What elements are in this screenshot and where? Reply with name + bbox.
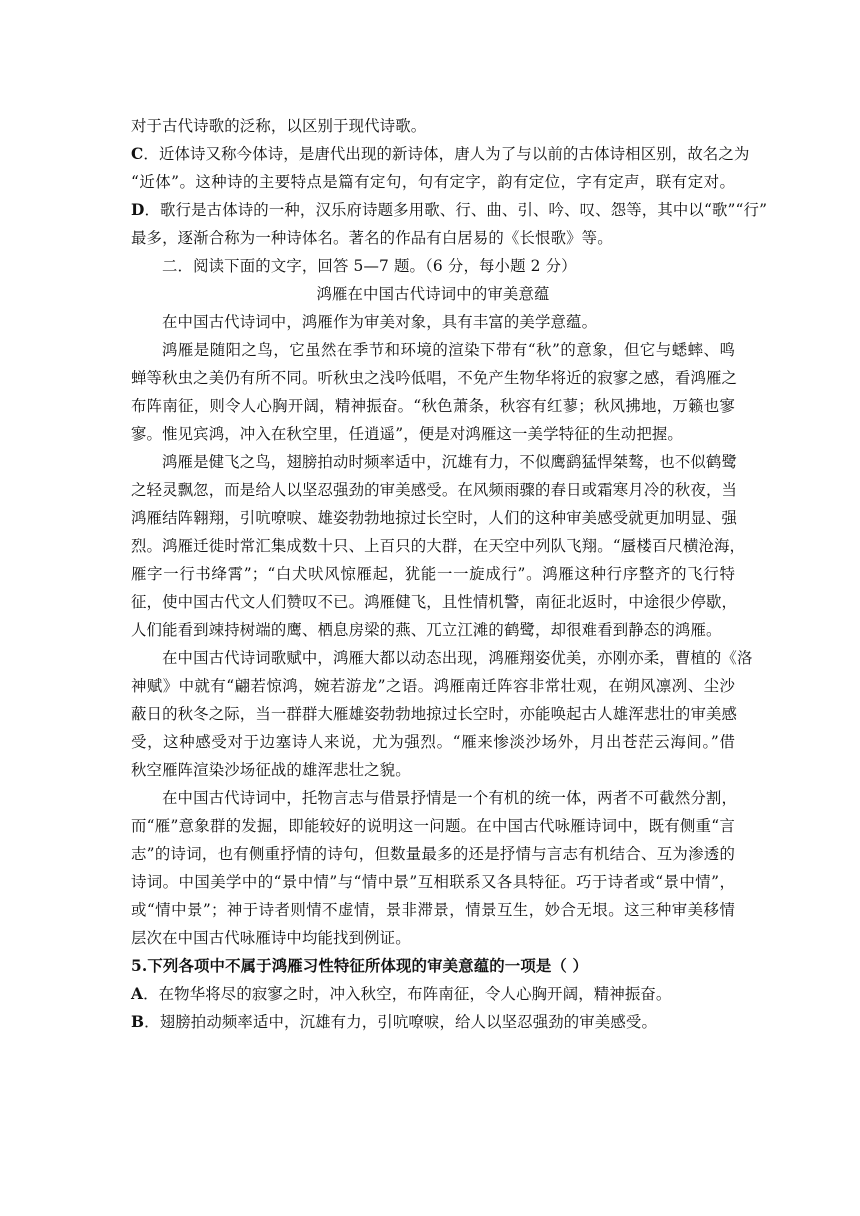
section-2-heading: 二．阅读下面的文字，回答 5—7 题。（6 分，每小题 2 分） [162,257,577,275]
article-paragraph-1: 在中国古代诗词中，鸿雁作为审美对象，具有丰富的美学意蕴。 [162,313,598,331]
paragraph-line: 在中国古代诗词歌赋中，鸿雁大都以动态出现，鸿雁翔姿优美，亦刚亦柔，曹植的《洛 [162,649,753,667]
paragraph-line: 志”的诗词，也有侧重抒情的诗句，但数量最多的还是抒情与言志有机结合、互为渗透的 [131,845,735,863]
option-c-letter: C [131,145,144,163]
option-b-text: ．翅膀拍动频率适中，沉雄有力，引吭嘹唳，给人以坚忍强劲的审美感受。 [144,1013,658,1031]
article-paragraph-2 [131,336,738,448]
option-c-text-1: ．近体诗又称今体诗，是唐代出现的新诗体，唐人为了与以前的古体诗相区别，故名之为 [143,145,750,163]
question-5-option-a [131,980,735,1008]
paragraph-line: 诗词。中国美学中的“景中情”与“情中景”互相联系又各具特征。巧于诗者或“景中情”， [131,873,735,891]
question-5-stem: 5.下列各项中不属于鸿雁习性特征所体现的审美意蕴的一项是（ ） [131,957,589,975]
previous-option-tail: 对于古代诗歌的泛称，以区别于现代诗歌。 [131,117,427,135]
paragraph-line: 秋空雁阵渲染沙场征战的雄浑悲壮之貌。 [131,761,411,779]
paragraph-line: 或“情中景”；神于诗者则情不虚情，景非滞景，情景互生，妙合无垠。这三种审美移情 [131,901,735,919]
option-c-line-2: “近体”。这种诗的主要特点是篇有定句，句有定字，韵有定位，字有定声，联有定对。 [131,173,735,191]
article-paragraph-3 [131,448,746,644]
paragraph-line: 蝉等秋虫之美仍有所不同。听秋虫之浅吟低唱，不免产生物华将近的寂寥之感，看鸿雁之 [131,369,738,387]
option-c-line-1 [131,140,750,168]
option-d-letter: D [131,201,145,219]
document-page [131,112,768,1036]
paragraph-line: 蔽日的秋冬之际，当一群群大雁雄姿勃勃地掠过长空时，亦能唤起古人雄浑悲壮的审美感 [131,705,738,723]
paragraph-line: 之轻灵飘忽，而是给人以坚忍强劲的审美感受。在风频雨骤的春日或霜寒月冷的秋夜，当 [131,481,738,499]
option-d-line-2: 最多，逐渐合称为一种诗体名。著名的作品有白居易的《长恨歌》等。 [131,229,613,247]
option-a-text: ．在物华将尽的寂寥之时，冲入秋空，布阵南征，令人心胸开阔，精神振奋。 [143,985,672,1003]
paragraph-line: 烈。鸿雁迁徙时常汇集成数十只、上百只的大群，在天空中列队飞翔。“蜃楼百尺横沧海， [131,537,746,555]
paragraph-line: 雁字一行书绛霄”；“白犬吠风惊雁起，犹能一一旋成行”。鸿雁这种行序整齐的飞行特 [131,565,735,583]
paragraph-line: 鸿雁是健飞之鸟，翅膀拍动时频率适中，沉雄有力，不似鹰鹞猛悍桀骜，也不似鹤鹭 [162,453,738,471]
paragraph-line: 层次在中国古代咏雁诗中均能找到例证。 [131,929,411,947]
article-paragraph-5 [131,784,738,952]
paragraph-line: 受，这种感受对于边塞诗人来说，尤为强烈。“雁来惨淡沙场外，月出苍茫云海间。”借 [131,733,735,751]
paragraph-line: 人们能看到竦持树端的鹰、栖息房梁的燕、兀立江滩的鹤鹭，却很难看到静态的鸿雁。 [131,621,722,639]
paragraph-line: 寥。惟见宾鸿，冲入在秋空里，任逍遥”，便是对鸿雁这一美学特征的生动把握。 [131,425,683,443]
paragraph-line: 征，使中国古代文人们赞叹不已。鸿雁健飞，且性情机警，南征北返时，中途很少停歇， [131,593,738,611]
article-paragraph-4 [131,644,753,784]
option-d-line-1 [131,196,768,224]
paragraph-line: 鸿雁是随阳之鸟，它虽然在季节和环境的渲染下带有“秋”的意象，但它与蟋蟀、鸣 [162,341,735,359]
question-5-option-b [131,1008,735,1036]
option-d-text-1: ．歌行是古体诗的一种，汉乐府诗题多用歌、行、曲、引、吟、叹、怨等，其中以“歌”“行” [144,201,768,219]
paragraph-line: 布阵南征，则令人心胸开阔，精神振奋。“秋色萧条，秋容有红蓼；秋风拂地，万籁也寥 [131,397,735,415]
paragraph-line: 而“雁”意象群的发掘，即能较好的说明这一问题。在中国古代咏雁诗词中，既有侧重“言 [131,817,735,835]
paragraph-line: 在中国古代诗词中，托物言志与借景抒情是一个有机的统一体，两者不可截然分割， [162,789,738,807]
option-a-letter: A [131,985,144,1003]
option-b-letter: B [131,1013,145,1031]
paragraph-line: 鸿雁结阵翱翔，引吭嘹唳、雄姿勃勃地掠过长空时，人们的这种审美感受就更加明显、强 [131,509,738,527]
paragraph-line: 神赋》中就有“翩若惊鸿，婉若游龙”之语。鸿雁南迁阵容非常壮观，在朔风凛冽、尘沙 [131,677,735,695]
article-title: 鸿雁在中国古代诗词中的审美意蕴 [316,285,550,303]
